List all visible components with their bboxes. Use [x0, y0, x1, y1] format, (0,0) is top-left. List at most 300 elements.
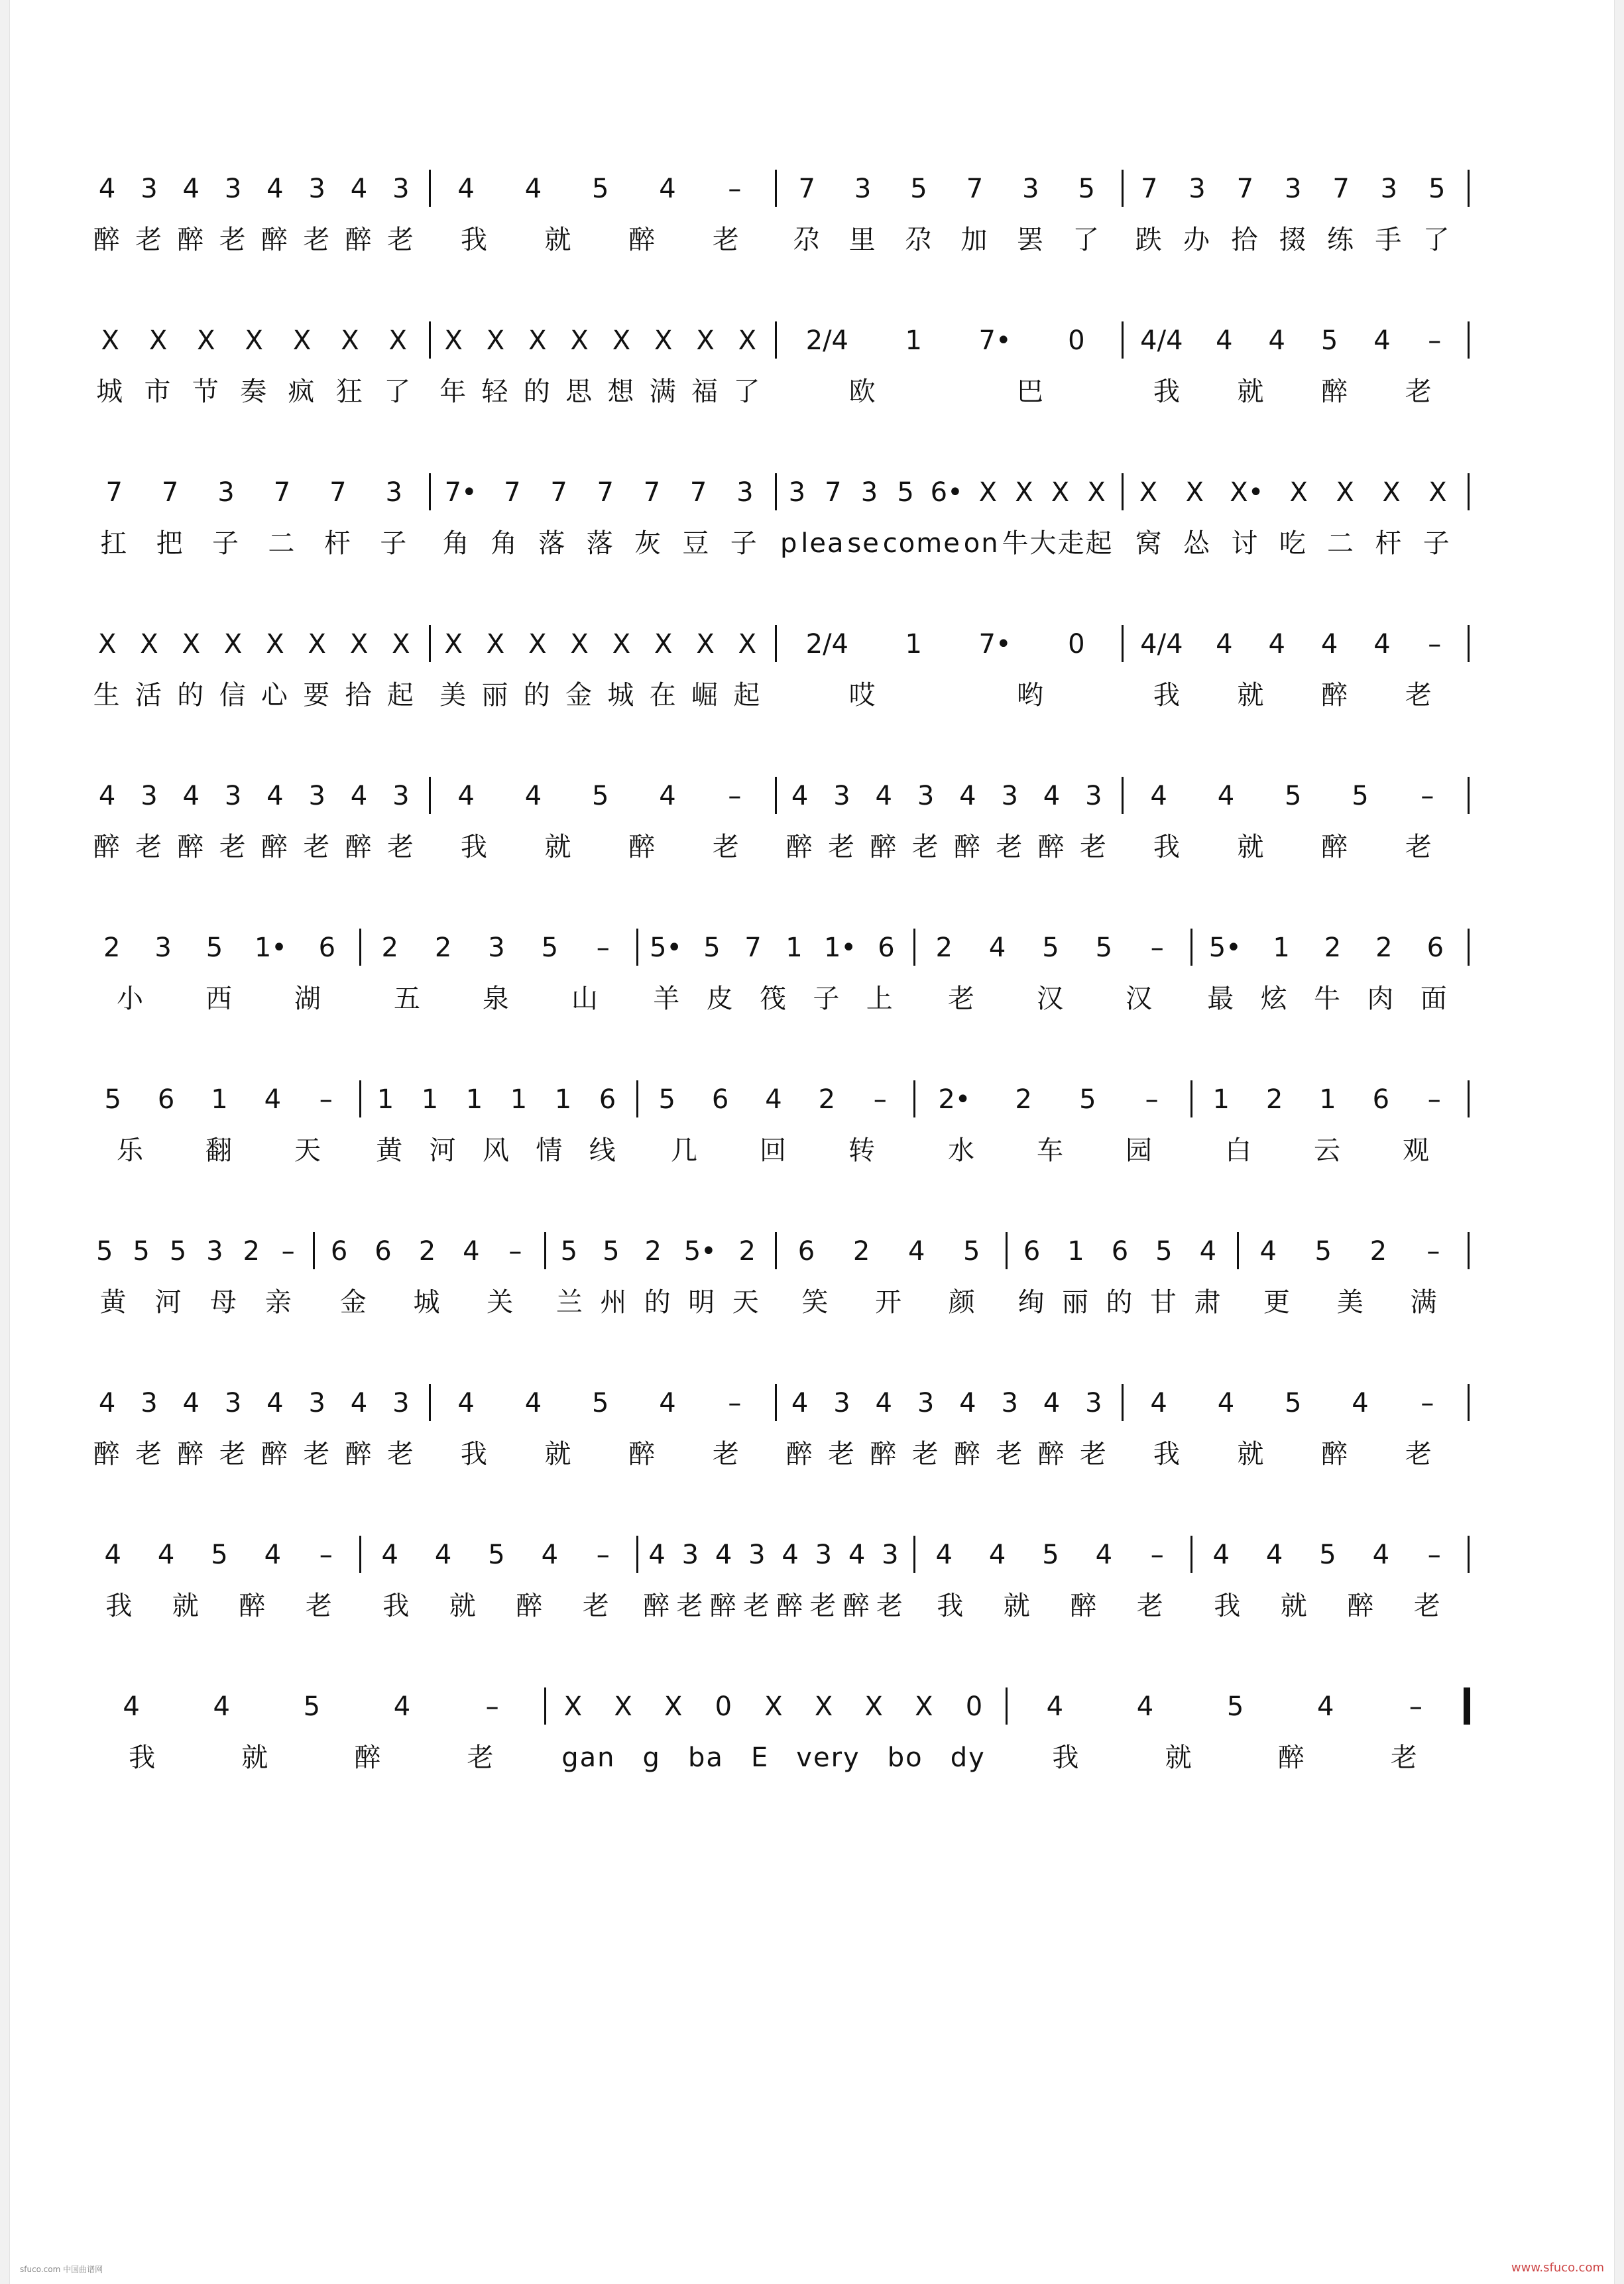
note: X: [978, 477, 998, 508]
lyric-syllable: 几: [671, 1135, 699, 1166]
barline: [359, 1536, 361, 1573]
note: 4: [182, 1388, 200, 1418]
note: X: [1087, 477, 1106, 508]
note: 4: [791, 781, 809, 811]
lyric-syllable: 老: [809, 1591, 838, 1621]
note: 6: [797, 1236, 815, 1267]
barline: [1468, 777, 1470, 814]
note: X: [1139, 477, 1158, 508]
barline: [1190, 929, 1192, 966]
note: 5: [592, 1388, 609, 1418]
lyric-syllable: 醉: [93, 1439, 121, 1469]
lyric-syllable: 拾: [1231, 225, 1259, 255]
note: 7: [966, 174, 984, 204]
lyric-syllable: 了: [733, 376, 762, 407]
note: X: [1015, 477, 1033, 508]
note: X: [664, 1691, 683, 1722]
measure: [363, 925, 630, 971]
lyric-syllable: 我: [1052, 1742, 1080, 1773]
lyric-syllable: 子: [730, 528, 758, 559]
lyric-syllable: 老: [948, 984, 976, 1014]
note: 4: [1216, 325, 1233, 356]
note: 5: [592, 174, 609, 204]
note: 4: [524, 1388, 542, 1418]
measure: [317, 1228, 537, 1275]
note: 4: [266, 174, 284, 204]
lyric-syllable: 的: [177, 680, 205, 711]
note: –: [1150, 933, 1164, 963]
lyric-phrase: [779, 524, 1115, 563]
note: 7: [504, 477, 521, 508]
measure: [917, 1532, 1184, 1578]
lyric-syllable: 了: [384, 376, 412, 407]
note: X: [814, 1691, 833, 1722]
notation-row: [86, 1076, 1478, 1123]
lyric-syllable: 我: [460, 1439, 489, 1469]
barline: [1122, 473, 1124, 510]
note: 3: [1022, 174, 1039, 204]
barline: [1122, 321, 1124, 359]
lyric-syllable: 醉: [643, 1591, 671, 1621]
lyric-syllable: 我: [1153, 1439, 1181, 1469]
score-system: [86, 1228, 1478, 1380]
note: 0: [1068, 629, 1085, 659]
lyric-syllable: 西: [205, 984, 233, 1014]
lyric-syllable: 泉: [483, 984, 510, 1014]
note: –: [1427, 1084, 1441, 1115]
note: 5: [205, 933, 223, 963]
lyric-syllable: 子: [813, 984, 841, 1014]
lyric-syllable: 城: [413, 1287, 441, 1318]
note: 4: [791, 1388, 809, 1418]
note: 1: [510, 1084, 528, 1115]
lyric-syllable: 老: [742, 1591, 771, 1621]
barline: [1122, 170, 1124, 207]
lyric-syllable: 落: [586, 528, 614, 559]
score-system: [86, 166, 1478, 317]
lyric-syllable: 老: [386, 1439, 415, 1469]
note: 4: [104, 1540, 121, 1570]
note: 4: [1259, 1236, 1277, 1267]
note: –: [1427, 1540, 1441, 1570]
note: 1: [905, 629, 922, 659]
lyric-syllable: 手: [1375, 225, 1403, 255]
barline: [429, 473, 431, 510]
lyric-syllable: 拾: [345, 680, 373, 711]
lyric-syllable: 老: [876, 1591, 904, 1621]
note: 4: [848, 1540, 866, 1570]
lyrics-row: [86, 1738, 1478, 1778]
lyric-syllable: 母: [209, 1287, 238, 1318]
lyric-phrase: [433, 524, 769, 563]
barline: [1468, 1232, 1470, 1269]
lyric-syllable: 满: [1410, 1287, 1438, 1318]
score-system: [86, 1076, 1478, 1228]
measure: [363, 1076, 630, 1123]
lyric-syllable: 市: [144, 376, 172, 407]
note: 4: [1136, 1691, 1154, 1722]
note: 5: [592, 781, 609, 811]
measure: [86, 1684, 538, 1730]
note: 3: [1189, 174, 1206, 204]
lyric-syllable: 老: [712, 1439, 740, 1469]
lyric-syllable: 老: [996, 832, 1024, 862]
barline: [429, 777, 431, 814]
note: 4: [381, 1540, 398, 1570]
note: 2: [818, 1084, 836, 1115]
lyric-phrase: [363, 1586, 630, 1626]
barline: [1468, 1080, 1470, 1117]
site-watermark: www.sfuco.com: [1511, 2261, 1604, 2275]
note: 3: [833, 1388, 850, 1418]
score-system: [86, 469, 1478, 621]
barline: [775, 321, 777, 359]
lyric-phrase: [86, 1738, 538, 1778]
note: –: [319, 1084, 333, 1115]
note: 5: [541, 933, 559, 963]
measure: [363, 1532, 630, 1578]
note: 6•: [930, 477, 963, 508]
lyric-syllable: 我: [1153, 376, 1181, 407]
measure: [1126, 469, 1462, 516]
lyric-syllable: 老: [1079, 832, 1108, 862]
lyric-syllable: 醉: [628, 1439, 657, 1469]
lyric-phrase: [640, 979, 907, 1019]
note: 7: [597, 477, 614, 508]
note: 3: [1284, 174, 1302, 204]
measure: [1126, 1380, 1462, 1426]
measure: [433, 317, 769, 364]
lyrics-row: [86, 1131, 1478, 1171]
note: 3: [392, 1388, 410, 1418]
lyric-syllable: 醉: [785, 1439, 814, 1469]
measure: [548, 1228, 768, 1275]
lyric-syllable: 就: [172, 1591, 200, 1621]
note: 4: [463, 1236, 480, 1267]
lyric-syllable: 老: [827, 832, 856, 862]
lyric-syllable: 就: [1237, 832, 1265, 862]
measure: [433, 1380, 769, 1426]
lyric-syllable: 五: [394, 984, 422, 1014]
measure: [1010, 1228, 1230, 1275]
note: 4: [1043, 1388, 1061, 1418]
lyric-phrase: [1241, 1283, 1461, 1322]
note: 1: [377, 1084, 394, 1115]
note: 4: [782, 1540, 799, 1570]
note: X: [245, 325, 263, 356]
lyric-syllable: 小: [117, 984, 145, 1014]
measure: [779, 317, 1115, 364]
note: 5•: [1208, 933, 1242, 963]
lyric-syllable: 巴: [1016, 376, 1045, 407]
lyric-syllable: 老: [676, 1591, 705, 1621]
lyric-phrase: [1194, 1586, 1461, 1626]
lyric-syllable: 醉: [239, 1591, 267, 1621]
barline: [1006, 1232, 1008, 1269]
lyric-syllable: 醉: [516, 1591, 544, 1621]
measure: [86, 469, 422, 516]
note: –: [1428, 325, 1442, 356]
lyric-syllable: 牛: [1313, 984, 1342, 1014]
note: 4: [1216, 629, 1233, 659]
note: –: [1421, 781, 1434, 811]
lyric-syllable: lea: [801, 528, 845, 559]
lyric-syllable: 掇: [1279, 225, 1307, 255]
note: X: [266, 629, 284, 659]
lyrics-row: [86, 1586, 1478, 1626]
lyric-phrase: [86, 1586, 353, 1626]
lyric-syllable: 跌: [1135, 225, 1163, 255]
lyric-syllable: 节: [192, 376, 220, 407]
lyric-syllable: 颜: [948, 1287, 976, 1318]
note: 4: [1212, 1540, 1230, 1570]
lyric-syllable: 思: [565, 376, 594, 407]
lyric-syllable: 车: [1037, 1135, 1065, 1166]
note: 5: [95, 1236, 113, 1267]
lyric-syllable: 二: [268, 528, 296, 559]
barline: [775, 473, 777, 510]
barline: [1468, 473, 1470, 510]
lyric-syllable: 奏: [240, 376, 268, 407]
lyric-syllable: 醉: [1321, 832, 1350, 862]
lyric-syllable: 老: [1405, 680, 1433, 711]
lyric-syllable: come: [882, 528, 961, 559]
lyric-syllable: 明: [688, 1287, 717, 1318]
lyric-syllable: p: [780, 528, 799, 559]
note: 4: [715, 1540, 732, 1570]
lyric-syllable: bo: [887, 1742, 923, 1773]
lyric-syllable: 河: [154, 1287, 183, 1318]
lyric-syllable: 云: [1314, 1135, 1342, 1166]
note: –: [281, 1236, 295, 1267]
note: X: [97, 629, 117, 659]
lyric-syllable: 醉: [953, 832, 982, 862]
barline: [775, 625, 777, 662]
notation-row: [86, 1380, 1478, 1426]
note: 4: [1217, 1388, 1235, 1418]
note: 2: [852, 1236, 870, 1267]
note: X: [1428, 477, 1447, 508]
note: 3: [1380, 174, 1398, 204]
lyric-phrase: [640, 1586, 907, 1626]
note: 3: [681, 1540, 699, 1570]
lyric-syllable: 老: [135, 1439, 163, 1469]
lyric-phrase: [779, 675, 1115, 715]
right-margin-strip: [1614, 0, 1624, 2284]
lyric-phrase: [1126, 675, 1462, 715]
note: 4: [1373, 629, 1391, 659]
lyric-syllable: 窝: [1135, 528, 1163, 559]
lyric-syllable: 汉: [1126, 984, 1153, 1014]
lyric-syllable: 城: [607, 680, 636, 711]
note: X: [696, 325, 715, 356]
note: X: [1382, 477, 1401, 508]
lyric-syllable: 河: [429, 1135, 457, 1166]
measure: [640, 1532, 907, 1578]
lyric-syllable: 老: [1136, 1591, 1165, 1621]
lyric-phrase: [779, 372, 1115, 412]
note: X: [614, 1691, 632, 1722]
barline: [1468, 321, 1470, 359]
lyric-syllable: 了: [1073, 225, 1101, 255]
note: 2: [243, 1236, 260, 1267]
note: X: [915, 1691, 933, 1722]
measure: [917, 1076, 1184, 1123]
lyric-phrase: [363, 1131, 630, 1171]
lyric-syllable: 老: [219, 1439, 247, 1469]
note: 3: [154, 933, 172, 963]
measure: [86, 166, 422, 212]
lyric-phrase: [86, 1283, 306, 1322]
barline: [429, 170, 431, 207]
lyric-syllable: dy: [950, 1742, 986, 1773]
lyric-syllable: 丽: [1062, 1287, 1090, 1318]
lyric-syllable: 子: [1422, 528, 1451, 559]
lyric-syllable: 起: [386, 680, 415, 711]
lyric-syllable: 怂: [1183, 528, 1212, 559]
lyric-syllable: 讨: [1231, 528, 1259, 559]
lyric-syllable: 我: [937, 1591, 965, 1621]
lyric-syllable: 年: [439, 376, 468, 407]
note: 3: [308, 1388, 325, 1418]
lyric-syllable: 醉: [870, 1439, 898, 1469]
barline: [429, 625, 431, 662]
note: –: [596, 1540, 610, 1570]
note: 4: [988, 1540, 1006, 1570]
note: 4: [659, 174, 676, 204]
note: 4: [1265, 1540, 1283, 1570]
note: X: [528, 325, 547, 356]
lyric-syllable: 笑: [801, 1287, 830, 1318]
lyric-syllable: 肃: [1194, 1287, 1222, 1318]
note: 4: [935, 1540, 953, 1570]
lyrics-row: [86, 524, 1478, 563]
note: 3: [788, 477, 806, 508]
lyric-phrase: [86, 979, 353, 1019]
lyric-syllable: 甘: [1149, 1287, 1178, 1318]
note: 4: [213, 1691, 230, 1722]
lyric-syllable: 就: [1237, 1439, 1265, 1469]
lyric-phrase: [1126, 827, 1462, 867]
lyric-syllable: 杆: [1375, 528, 1403, 559]
lyric-syllable: 哟: [1016, 680, 1045, 711]
note: 7: [1236, 174, 1254, 204]
measure: [640, 1076, 907, 1123]
note: 6: [711, 1084, 729, 1115]
note: 4: [1320, 629, 1338, 659]
note: 4: [182, 781, 200, 811]
note: 6: [1023, 1236, 1041, 1267]
lyric-syllable: 肉: [1367, 984, 1395, 1014]
note: 4: [98, 1388, 116, 1418]
note: X: [148, 325, 168, 356]
note: 4: [1150, 1388, 1167, 1418]
lyric-syllable: 炫: [1260, 984, 1289, 1014]
lyric-phrase: [86, 1131, 353, 1171]
lyric-syllable: 福: [691, 376, 720, 407]
note: 2: [418, 1236, 436, 1267]
lyric-phrase: [548, 1283, 768, 1322]
lyric-syllable: 老: [219, 832, 247, 862]
note: 6: [330, 1236, 348, 1267]
note: 3: [217, 477, 235, 508]
note: 6: [1111, 1236, 1129, 1267]
barline: [913, 1536, 915, 1573]
lyric-syllable: 老: [911, 1439, 940, 1469]
note: –: [728, 781, 742, 811]
lyric-syllable: 就: [1165, 1742, 1193, 1773]
note: 3: [385, 477, 402, 508]
lyric-syllable: 灰: [634, 528, 663, 559]
note: 2: [1265, 1084, 1283, 1115]
note: X: [140, 629, 158, 659]
note: 4: [524, 781, 542, 811]
lyric-phrase: [1126, 372, 1462, 412]
notation-row: [86, 317, 1478, 364]
note: X: [1336, 477, 1354, 508]
lyric-syllable: 醉: [177, 225, 205, 255]
lyric-syllable: 园: [1126, 1135, 1153, 1166]
note: 5: [1079, 1084, 1096, 1115]
note: 4: [266, 1388, 284, 1418]
note: 5: [963, 1236, 980, 1267]
score-system: [86, 317, 1478, 469]
measure: [433, 469, 769, 516]
lyric-syllable: 醉: [345, 832, 373, 862]
lyric-syllable: 信: [219, 680, 247, 711]
lyric-phrase: [548, 1738, 1000, 1778]
note: 1: [421, 1084, 439, 1115]
lyric-syllable: 在: [649, 680, 677, 711]
lyric-syllable: 加: [960, 225, 989, 255]
lyric-syllable: 老: [1405, 832, 1433, 862]
note: 7: [744, 933, 762, 963]
note: X: [612, 325, 631, 356]
lyric-syllable: 醉: [261, 1439, 289, 1469]
measure: [86, 773, 422, 819]
lyric-phrase: [433, 827, 769, 867]
lyric-phrase: [917, 1131, 1184, 1171]
lyric-syllable: 皮: [706, 984, 734, 1014]
lyric-phrase: [1126, 524, 1462, 563]
note: X: [388, 325, 407, 356]
lyric-phrase: [1194, 979, 1461, 1019]
note: 3: [141, 174, 158, 204]
note: X: [654, 325, 673, 356]
lyric-syllable: 欧: [848, 376, 877, 407]
note: 3: [1001, 781, 1018, 811]
lyric-syllable: 老: [712, 225, 740, 255]
lyric-syllable: 二: [1327, 528, 1356, 559]
lyric-phrase: [317, 1283, 537, 1322]
note: 4: [98, 174, 116, 204]
lyric-syllable: 醉: [953, 1439, 982, 1469]
note: 0: [1068, 325, 1085, 356]
lyric-phrase: [86, 220, 422, 260]
note: 4: [393, 1691, 411, 1722]
lyric-syllable: 筏: [759, 984, 787, 1014]
lyric-phrase: [86, 372, 422, 412]
note: 5: [560, 1236, 578, 1267]
lyric-syllable: 醉: [261, 832, 289, 862]
measure: [1194, 925, 1461, 971]
lyric-syllable: 醉: [93, 225, 121, 255]
note: X: [341, 325, 359, 356]
measure: [1194, 1532, 1461, 1578]
note: 4/4: [1140, 629, 1183, 659]
note: 3: [206, 1236, 223, 1267]
note: X: [349, 629, 369, 659]
